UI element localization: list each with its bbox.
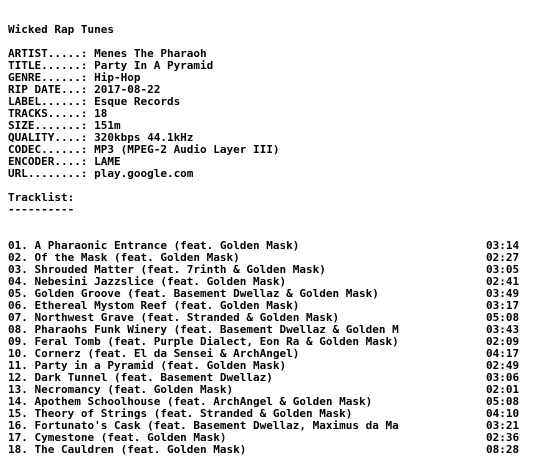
- track-row: [8, 276, 536, 288]
- track-row: [8, 360, 536, 372]
- info-row: [8, 144, 536, 156]
- track-duration: 04:10: [486, 407, 520, 420]
- info-label: QUALITY....:: [8, 132, 95, 144]
- track-title: 07. Northwest Grave (feat. Stranded & Golden Mask): [8, 312, 340, 324]
- track-title: 18. The Cauldren (feat. Golden Mask): [8, 444, 247, 456]
- track-duration: 03:17: [486, 299, 520, 312]
- info-value: LAME: [94, 156, 121, 168]
- track-row: [8, 288, 536, 300]
- track-duration: 03:05: [486, 263, 520, 276]
- track-row: [8, 432, 536, 444]
- info-value: play.google.com: [94, 168, 194, 180]
- info-label: GENRE......:: [8, 72, 95, 84]
- track-duration: 08:28: [486, 443, 520, 456]
- track-duration: 02:27: [486, 251, 520, 264]
- spacer: [8, 12, 536, 24]
- track-row: [8, 312, 536, 324]
- track-row: [8, 324, 536, 336]
- track-title: 12. Dark Tunnel (feat. Basement Dwellaz): [8, 372, 273, 384]
- track-title: 01. A Pharaonic Entrance (feat. Golden Mask): [8, 240, 300, 252]
- track-row: [8, 384, 536, 396]
- track-title: 06. Ethereal Mystom Reef (feat. Golden Mask): [8, 300, 300, 312]
- info-value: Party In A Pyramid: [94, 60, 214, 72]
- info-label: ENCODER....:: [8, 156, 95, 168]
- info-label: ARTIST.....:: [8, 48, 95, 60]
- track-duration: 05:08: [486, 311, 520, 324]
- track-row: [8, 252, 536, 264]
- info-row: [8, 108, 536, 120]
- tracklist-rule: ----------: [8, 204, 75, 216]
- info-row: [8, 156, 536, 168]
- track-duration: 05:08: [486, 395, 520, 408]
- track-row: [8, 408, 536, 420]
- info-label: RIP DATE...:: [8, 84, 95, 96]
- document-title: Wicked Rap Tunes: [8, 24, 114, 36]
- track-title: 08. Pharaohs Funk Winery (feat. Basement Dwellaz & Golden M: [8, 324, 399, 336]
- spacer: [8, 180, 536, 192]
- track-row: [8, 372, 536, 384]
- track-title: 14. Apothem Schoolhouse (feat. ArchAngel & Golden Mask): [8, 396, 373, 408]
- info-row: [8, 84, 536, 96]
- tracklist-heading: Tracklist:: [8, 192, 75, 204]
- track-row: [8, 336, 536, 348]
- track-row: [8, 264, 536, 276]
- info-label: URL........:: [8, 168, 95, 180]
- track-title: 04. Nebesini Jazzslice (feat. Golden Mask): [8, 276, 287, 288]
- info-label: CODEC......:: [8, 144, 95, 156]
- info-label: TRACKS.....:: [8, 108, 95, 120]
- info-row: [8, 120, 536, 132]
- info-row: [8, 60, 536, 72]
- spacer: [8, 36, 536, 48]
- info-row: [8, 48, 536, 60]
- track-duration: 03:43: [486, 323, 520, 336]
- track-row: [8, 300, 536, 312]
- track-title: 09. Feral Tomb (feat. Purple Dialect, Eon Ra & Golden Mask): [8, 336, 399, 348]
- info-value: Menes The Pharaoh: [94, 48, 207, 60]
- track-row: [8, 240, 536, 252]
- info-label: TITLE......:: [8, 60, 95, 72]
- track-duration: 02:49: [486, 359, 520, 372]
- info-value: Esque Records: [94, 96, 181, 108]
- info-value: 2017-08-22: [94, 84, 161, 96]
- track-row: [8, 420, 536, 432]
- track-duration: 03:14: [486, 239, 520, 252]
- track-duration: 02:01: [486, 383, 520, 396]
- track-row: [8, 348, 536, 360]
- track-row: [8, 444, 536, 456]
- info-row: [8, 96, 536, 108]
- track-list: [8, 240, 536, 456]
- track-title: 02. Of the Mask (feat. Golden Mask): [8, 252, 240, 264]
- info-value: 18: [94, 108, 108, 120]
- info-value: 151m: [94, 120, 121, 132]
- info-value: Hip-Hop: [94, 72, 141, 84]
- track-duration: 02:09: [486, 335, 520, 348]
- track-title: 05. Golden Groove (feat. Basement Dwellaz & Golden Mask): [8, 288, 379, 300]
- track-duration: 02:41: [486, 275, 520, 288]
- info-value: MP3 (MPEG-2 Audio Layer III): [94, 144, 280, 156]
- release-info-block: [8, 48, 536, 180]
- spacer: [8, 216, 536, 228]
- track-row: [8, 396, 536, 408]
- spacer: [8, 228, 536, 240]
- info-row: [8, 168, 536, 180]
- track-duration: 03:49: [486, 287, 520, 300]
- info-value: 320kbps 44.1kHz: [94, 132, 194, 144]
- track-title: 11. Party in a Pyramid (feat. Golden Mask): [8, 360, 287, 372]
- track-title: 16. Fortunato's Cask (feat. Basement Dwellaz, Maximus da Ma: [8, 420, 399, 432]
- track-title: 10. Cornerz (feat. El da Sensei & ArchAngel): [8, 348, 300, 360]
- info-row: [8, 132, 536, 144]
- track-duration: 03:06: [486, 371, 520, 384]
- info-label: SIZE.......:: [8, 120, 95, 132]
- track-duration: 03:21: [486, 419, 520, 432]
- track-title: 17. Cymestone (feat. Golden Mask): [8, 432, 227, 444]
- track-duration: 04:17: [486, 347, 520, 360]
- spacer: [8, 0, 536, 12]
- track-title: 03. Shrouded Matter (feat. 7rinth & Golden Mask): [8, 264, 326, 276]
- info-label: LABEL......:: [8, 96, 95, 108]
- track-title: 13. Necromancy (feat. Golden Mask): [8, 384, 234, 396]
- info-row: [8, 72, 536, 84]
- track-duration: 02:36: [486, 431, 520, 444]
- release-info-document: [8, 0, 536, 456]
- track-title: 15. Theory of Strings (feat. Stranded & Golden Mask): [8, 408, 353, 420]
